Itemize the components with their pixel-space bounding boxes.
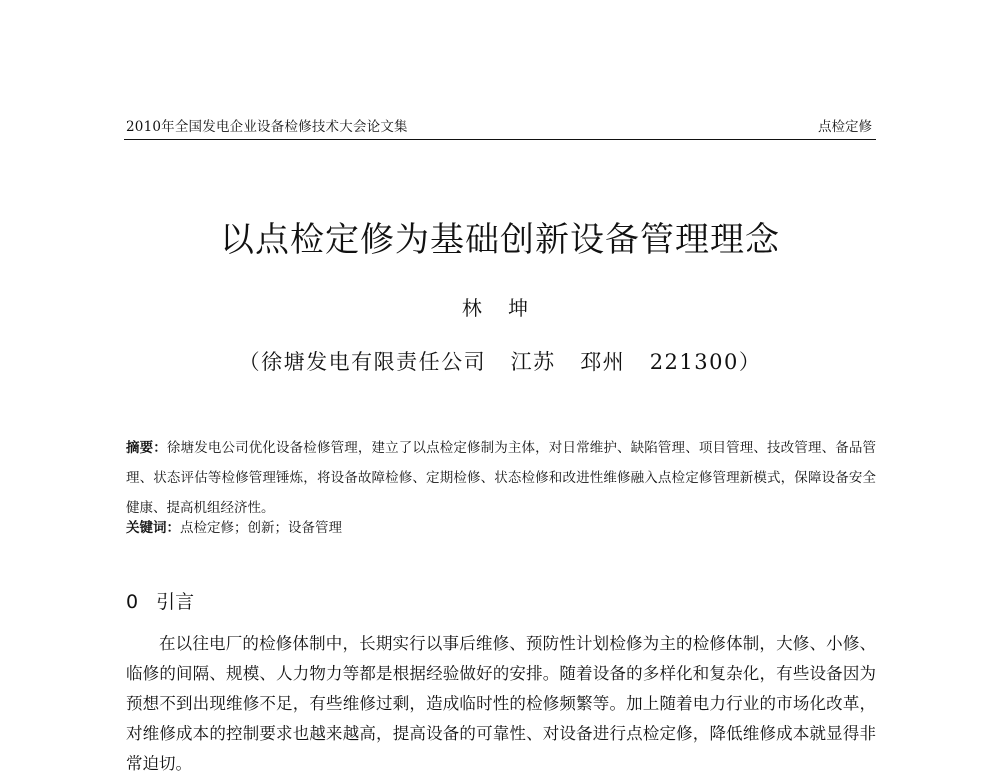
section-heading [126,587,194,614]
author-name: 林 坤 [461,296,539,320]
body-paragraph: 在以往电厂的检修体制中，长期实行以事后维修、预防性计划检修为主的检修体制，大修、小修、临修的间隔、规模、人力物力等都是根据经验做好的安排。随着设备的多样化和复杂化，有些设备因为预想不到出现维修不足，有些维修过剩，造成临时性的检修频繁等。加上随着电力行业的市场化改革，对维修成本的控制要求也越来越高，提高设备的可靠性、对设备进行点检定修，降低维修成本就显得非常迫切。 [126,634,876,773]
abstract [126,433,876,523]
section-title: 引言 [156,591,195,613]
journal-title: 2010年全国发电企业设备检修技术大会论文集 [126,119,408,135]
keywords-text: 点检定修；创新；设备管理 [180,520,342,536]
keywords-label: 关键词： [126,520,180,536]
paper-title: 以点检定修为基础创新设备管理理念 [220,220,780,260]
section-number: 0 [126,591,139,613]
running-header [124,113,876,140]
section-tag: 点检定修 [818,119,872,135]
author-affiliation: （徐塘发电有限责任公司 江苏 邳州 221300） [238,350,762,374]
abstract-label: 摘要： [126,440,167,456]
abstract-text: 徐塘发电公司优化设备检修管理，建立了以点检定修制为主体，对日常维护、缺陷管理、项目管理、技改管理、备品管理、状态评估等检修管理锤炼，将设备故障检修、定期检修、状态检修和改进性维修融入点检定修管理新模式，保障设备安全健康、提高机组经济性。 [126,440,877,516]
keywords [126,516,342,536]
